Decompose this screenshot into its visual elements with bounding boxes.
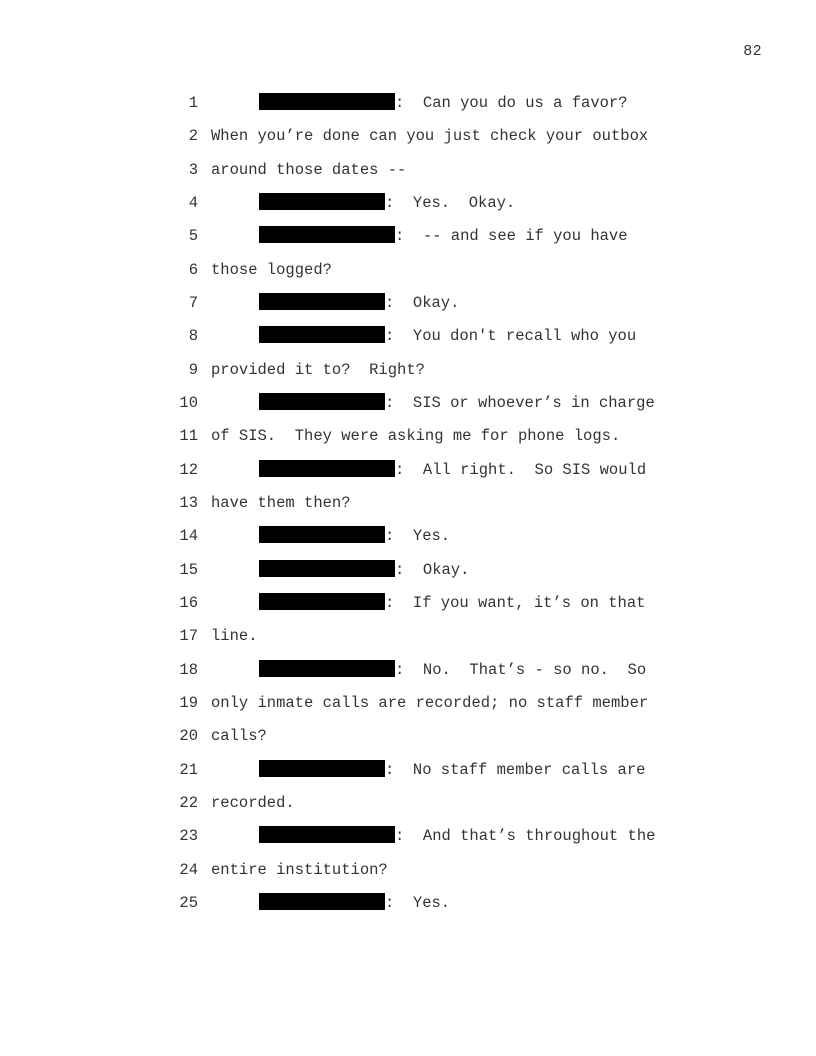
transcript-line — [170, 859, 690, 892]
line-number: 15 — [179, 560, 198, 579]
line-number: 11 — [179, 427, 198, 446]
line-text: provided it to? Right? — [211, 360, 425, 379]
transcript-line — [170, 525, 690, 558]
transcript-line — [170, 359, 690, 392]
line-text: : Okay. — [395, 560, 470, 579]
line-text: : Yes. Okay. — [385, 193, 516, 212]
redacted-speaker-name — [259, 226, 395, 243]
line-text: : Yes. — [385, 893, 451, 912]
line-text: have them then? — [211, 493, 351, 512]
redacted-speaker-name — [259, 293, 385, 310]
redacted-speaker-name — [259, 460, 395, 477]
line-text: : All right. So SIS would — [395, 460, 647, 479]
line-text: : SIS or whoever’s in charge — [385, 393, 655, 412]
line-number: 17 — [179, 627, 198, 646]
transcript-line — [170, 692, 690, 725]
line-number: 22 — [179, 793, 198, 812]
line-number: 9 — [188, 360, 198, 379]
line-number: 3 — [188, 160, 198, 179]
transcript-line — [170, 825, 690, 858]
redacted-speaker-name — [259, 193, 385, 210]
transcript-line — [170, 125, 690, 158]
redacted-speaker-name — [259, 93, 395, 110]
transcript-line — [170, 259, 690, 292]
transcript-line — [170, 425, 690, 458]
line-text: line. — [211, 627, 258, 646]
line-number: 4 — [188, 193, 198, 212]
line-number: 6 — [188, 260, 198, 279]
transcript-line — [170, 725, 690, 758]
line-number: 19 — [179, 693, 198, 712]
line-number: 5 — [188, 227, 198, 246]
page-number: 82 — [743, 43, 762, 60]
line-text: : Okay. — [385, 293, 460, 312]
transcript-line — [170, 92, 690, 125]
line-text: calls? — [211, 727, 267, 746]
redacted-speaker-name — [259, 393, 385, 410]
transcript-line — [170, 225, 690, 258]
line-text: : -- and see if you have — [395, 227, 628, 246]
line-text: those logged? — [211, 260, 332, 279]
line-number: 16 — [179, 593, 198, 612]
transcript-line — [170, 559, 690, 592]
transcript-line — [170, 659, 690, 692]
transcript-line — [170, 625, 690, 658]
transcript-line — [170, 325, 690, 358]
redacted-speaker-name — [259, 593, 385, 610]
redacted-speaker-name — [259, 826, 395, 843]
line-text: : Can you do us a favor? — [395, 94, 628, 112]
transcript-line — [170, 592, 690, 625]
line-number: 23 — [179, 827, 198, 846]
line-number: 10 — [179, 393, 198, 412]
redacted-speaker-name — [259, 760, 385, 777]
redacted-speaker-name — [259, 660, 395, 677]
line-number: 20 — [179, 727, 198, 746]
line-text: recorded. — [211, 793, 295, 812]
transcript-line — [170, 292, 690, 325]
line-number: 24 — [179, 860, 198, 879]
transcript-body — [170, 92, 690, 925]
line-number: 25 — [179, 893, 198, 912]
redacted-speaker-name — [259, 326, 385, 343]
transcript-line — [170, 159, 690, 192]
line-number: 21 — [179, 760, 198, 779]
line-text: : No staff member calls are — [385, 760, 646, 779]
line-number: 7 — [188, 293, 198, 312]
line-number: 13 — [179, 493, 198, 512]
transcript-line — [170, 492, 690, 525]
redacted-speaker-name — [259, 560, 395, 577]
line-text: around those dates -- — [211, 160, 407, 179]
line-text: : No. That’s - so no. So — [395, 660, 647, 679]
transcript-line — [170, 892, 690, 925]
transcript-line — [170, 759, 690, 792]
line-text: When you’re done can you just check your outbox — [211, 127, 649, 146]
transcript-line — [170, 192, 690, 225]
redacted-speaker-name — [259, 526, 385, 543]
line-text: : And that’s throughout the — [395, 827, 656, 846]
line-text: : You don't recall who you — [385, 327, 637, 346]
line-number: 14 — [179, 527, 198, 546]
redacted-speaker-name — [259, 893, 385, 910]
line-number: 8 — [188, 327, 198, 346]
line-number: 18 — [179, 660, 198, 679]
line-text: of SIS. They were asking me for phone logs. — [211, 427, 621, 446]
line-text: entire institution? — [211, 860, 388, 879]
transcript-line — [170, 792, 690, 825]
transcript-line — [170, 392, 690, 425]
line-text: only inmate calls are recorded; no staff member — [211, 693, 649, 712]
line-text: : If you want, it’s on that — [385, 593, 646, 612]
line-number: 12 — [179, 460, 198, 479]
line-number: 2 — [188, 127, 198, 146]
line-number: 1 — [188, 94, 198, 112]
line-text: : Yes. — [385, 527, 451, 546]
transcript-line — [170, 459, 690, 492]
